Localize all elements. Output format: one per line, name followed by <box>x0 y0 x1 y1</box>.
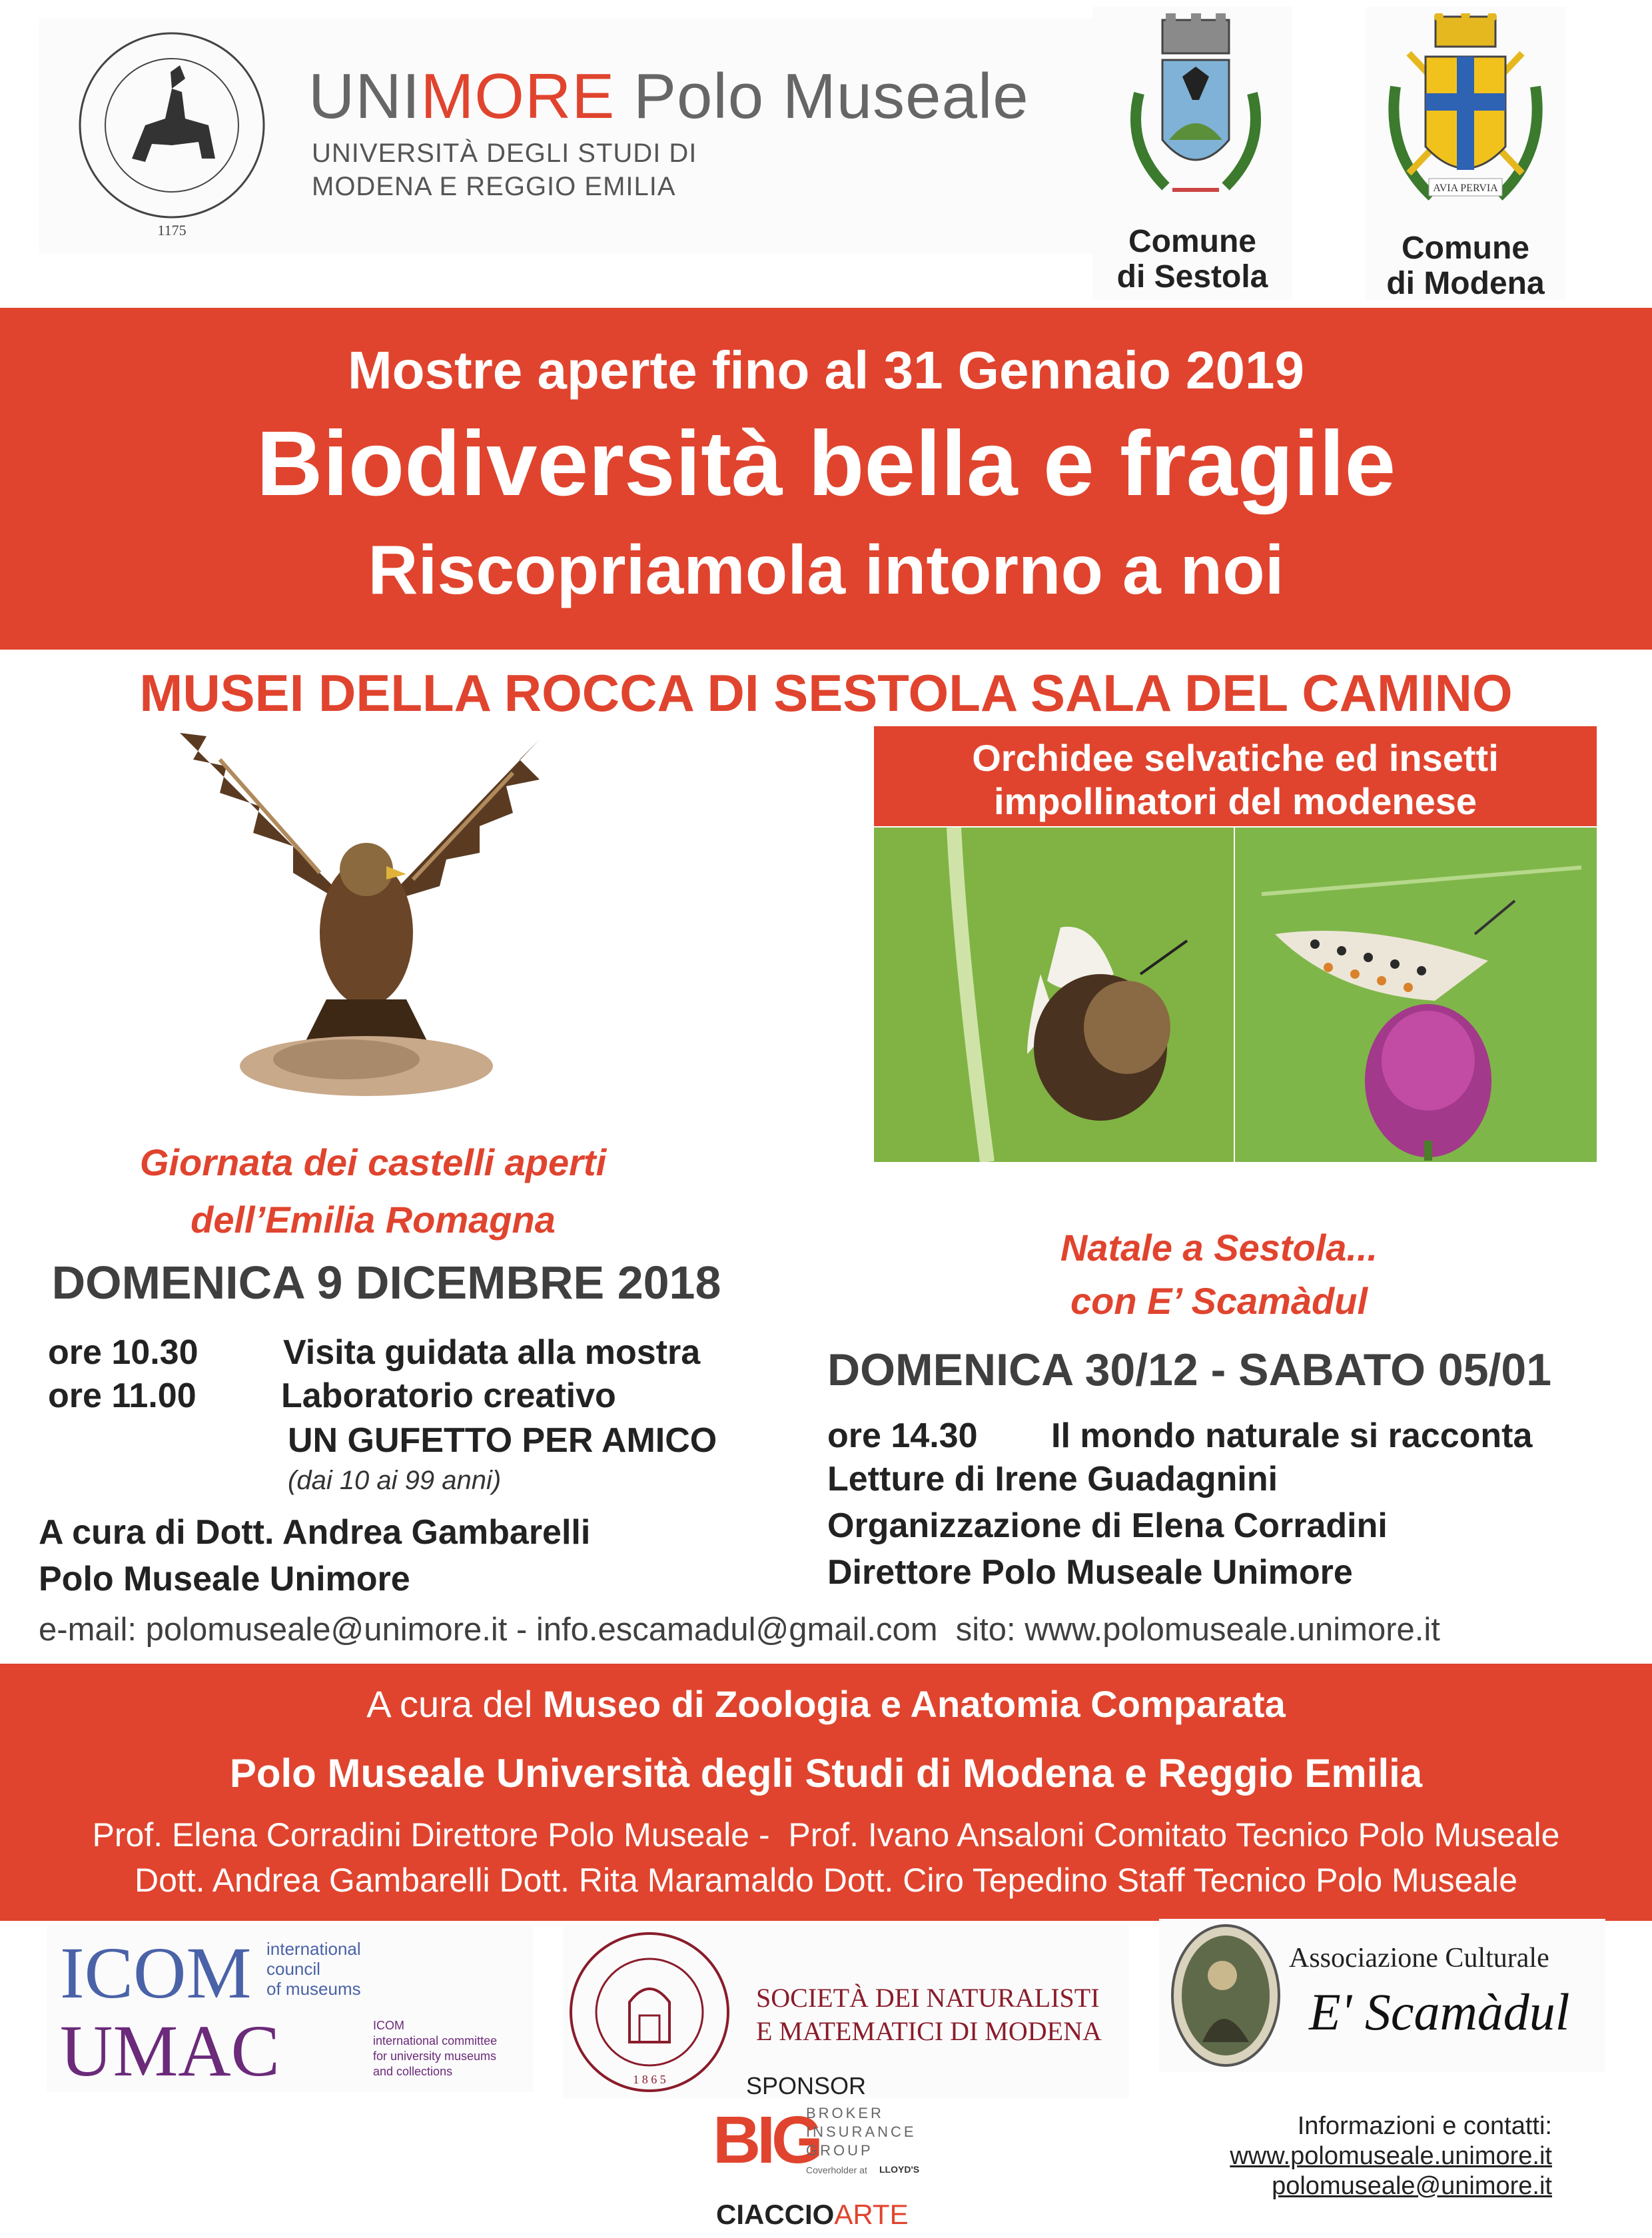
big-line3: GROUP <box>806 2142 873 2159</box>
unimore-brand-more: MORE <box>420 61 616 132</box>
right-organization: Organizzazione di Elena Corradini <box>827 1506 1388 1545</box>
sestola-coat-of-arms-icon <box>1119 13 1272 213</box>
ciaccio-arte-logo <box>716 2199 909 2231</box>
icom-desc-2: council <box>266 1959 320 1979</box>
orchid-caption-line1: Orchidee selvatiche ed insetti <box>972 737 1499 779</box>
unimore-subtitle-2: MODENA E REGGIO EMILIA <box>312 172 676 201</box>
unimore-seal-icon <box>72 25 272 245</box>
left-schedule-time-2: ore 11.00 <box>48 1377 197 1415</box>
assoc-line1: Associazione Culturale <box>1289 1943 1549 1973</box>
right-director: Direttore Polo Museale Unimore <box>827 1553 1353 1592</box>
scamadul-portrait-icon <box>1169 1922 1282 2069</box>
unimore-seal-year: 1175 <box>157 222 187 239</box>
credits-band <box>0 1664 1652 1921</box>
comune-modena-logo <box>1366 7 1565 300</box>
unimore-subtitle-1: UNIVERSITÀ DEGLI STUDI DI <box>312 139 697 168</box>
orchid-bee-photo <box>874 828 1234 1162</box>
left-schedule-time-1: ore 10.30 <box>48 1333 199 1372</box>
umac-word: UMAC <box>60 2010 280 2091</box>
big-line5: LLOYD'S <box>879 2164 920 2175</box>
orchid-caption-band <box>874 726 1597 826</box>
right-event-line1: Natale a Sestola... <box>1060 1227 1378 1269</box>
banner-title: Biodiversità bella e fragile <box>256 412 1396 515</box>
unimore-brand <box>308 60 1029 133</box>
eagle-image <box>167 720 566 1119</box>
left-date: DOMENICA 9 DICEMBRE 2018 <box>51 1257 721 1309</box>
left-schedule-activity-1: Visita guidata alla mostra <box>283 1333 701 1372</box>
title-banner <box>0 308 1652 650</box>
snm-seal-icon <box>566 1929 733 2095</box>
comune-sestola-line1: Comune <box>1128 224 1256 259</box>
comune-modena-line1: Comune <box>1402 231 1529 266</box>
comune-sestola-logo <box>1092 7 1292 300</box>
unimore-brand-uni: UNI <box>308 61 421 132</box>
right-event-line2: con E’ Scamàdul <box>1070 1280 1368 1322</box>
right-activity: Il mondo naturale si racconta <box>1051 1416 1533 1455</box>
icom-umac-logo <box>47 1926 533 2092</box>
comune-modena-line2: di Modena <box>1386 266 1545 301</box>
credits-line4: Dott. Andrea Gambarelli Dott. Rita Maramaldo Dott. Ciro Tepedino Staff Tecnico Polo Museale <box>134 1862 1518 1899</box>
banner-subtitle: Riscopriamola intorno a noi <box>368 532 1284 609</box>
big-line4: Coverholder at <box>806 2165 867 2175</box>
big-line1: BROKER <box>806 2105 884 2121</box>
umac-desc-3: for university museums <box>373 2049 497 2063</box>
butterfly-orchid-photo <box>1235 828 1597 1162</box>
unimore-brand-polo: Polo Museale <box>615 61 1029 132</box>
umac-desc-4: and collections <box>373 2065 453 2078</box>
sponsor-label: SPONSOR <box>745 2072 867 2099</box>
right-time: ore 14.30 <box>827 1416 978 1455</box>
credits-line1-prefix: A cura del <box>366 1683 543 1725</box>
credits-line3: Prof. Elena Corradini Direttore Polo Museale - Prof. Ivano Ansaloni Comitato Tecnico Polo Museale <box>92 1816 1560 1854</box>
left-age-note: (dai 10 ai 99 anni) <box>288 1466 502 1495</box>
big-mark: BIG <box>713 2103 819 2177</box>
credits-line2: Polo Museale Università degli Studi di Modena e Reggio Emilia <box>229 1751 1423 1796</box>
info-website-link[interactable]: www.polomuseale.unimore.it <box>1230 2142 1552 2170</box>
right-readings: Letture di Irene Guadagnini <box>827 1460 1278 1498</box>
left-schedule-activity-2: Laboratorio creativo <box>281 1377 616 1415</box>
modena-motto: AVIA PERVIA <box>1433 183 1498 194</box>
arte-word: ARTE <box>834 2199 909 2230</box>
unimore-logo <box>39 19 1098 253</box>
info-email-link[interactable]: polomuseale@unimore.it <box>1272 2172 1552 2200</box>
orchid-caption-line2: impollinatori del modenese <box>993 780 1477 822</box>
umac-desc-2: international committee <box>373 2034 498 2047</box>
info-title: Informazioni e contatti: <box>1297 2112 1552 2140</box>
snm-line2: E MATEMATICI DI MODENA <box>756 2016 1102 2046</box>
icom-desc-3: of museums <box>266 1979 361 1999</box>
icom-word: ICOM <box>60 1932 252 2013</box>
left-workshop-title: UN GUFETTO PER AMICO <box>288 1421 717 1460</box>
assoc-line2: E' Scamàdul <box>1309 1983 1570 2041</box>
left-event-line2: dell’Emilia Romagna <box>191 1199 556 1241</box>
credits-line1 <box>0 1682 1652 1726</box>
banner-dates: Mostre aperte fino al 31 Gennaio 2019 <box>347 340 1305 400</box>
big-logo <box>713 2102 933 2195</box>
snm-line1: SOCIETÀ DEI NATURALISTI <box>756 1983 1100 2013</box>
venue-heading: MUSEI DELLA ROCCA DI SESTOLA SALA DEL CAMINO <box>139 664 1513 722</box>
left-curator-2: Polo Museale Unimore <box>39 1560 410 1598</box>
umac-desc-1: ICOM <box>373 2019 404 2032</box>
scamadul-logo <box>1159 1919 1605 2072</box>
snm-seal-year: 1 8 6 5 <box>633 2073 666 2086</box>
left-curator-1: A cura di Dott. Andrea Gambarelli <box>39 1513 591 1552</box>
right-date: DOMENICA 30/12 - SABATO 05/01 <box>827 1345 1552 1395</box>
left-event-line1: Giornata dei castelli aperti <box>139 1141 607 1183</box>
icom-desc-1: international <box>266 1939 361 1959</box>
modena-coat-of-arms-icon <box>1382 13 1549 220</box>
big-line2: INSURANCE <box>806 2123 917 2140</box>
ciaccio-word: CIACCIO <box>716 2199 835 2230</box>
credits-museum-name: Museo di Zoologia e Anatomia Comparata <box>542 1683 1286 1725</box>
contacts-line: e-mail: polomuseale@unimore.it - info.escamadul@gmail.com sito: www.polomuseale.unimore.it <box>39 1612 1440 1648</box>
comune-sestola-line2: di Sestola <box>1116 259 1268 294</box>
